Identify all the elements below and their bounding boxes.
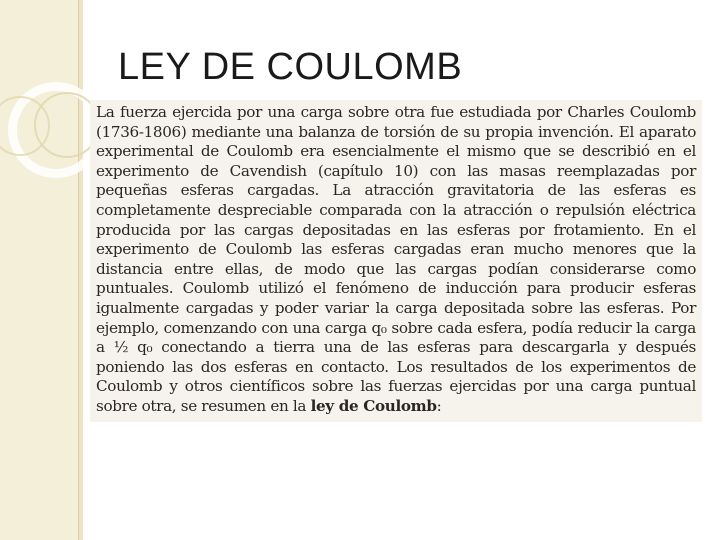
- decorative-side-band: [0, 0, 79, 540]
- law-term: ley de Coulomb: [310, 396, 437, 415]
- body-paragraph: [96, 103, 696, 417]
- scanned-text-block: [90, 100, 702, 422]
- paragraph-main-text: La fuerza ejercida por una carga sobre otra fue estudiada por Charles Coulomb (1736-1806) mediante una balanza de torsión de su propia invención. El aparato experimental de Coulomb era esencialmente el mismo que se describió en el experimento de Cavendish (capítulo 10) con las masas reemplazadas por pequeñas esferas cargadas. La atracción gravitatoria de las esferas es completamente despreciable comparada con la atracción o repulsión eléctrica producida por las cargas depositadas en las esferas por frotamiento. En el experimento de Coulomb las esferas cargadas eran mucho menores que la distancia entre ellas, de modo que las cargas podían considerarse como puntuales. Coulomb utilizó el fenómeno de inducción para producir esferas igualmente cargadas y poder variar la carga depositada sobre las esferas. Por ejemplo, comenzando con una carga q₀ sobre cada esfera, podía reducir la carga a ½ q₀ conectando a tierra una de las esferas para descargarla y después poniendo las dos esferas en contacto. Los resultados de los experimentos de Coulomb y otros científicos sobre las fuerzas ejercidas por una carga puntual sobre otra, se resumen en la: [96, 103, 696, 415]
- slide-title: LEY DE COULOMB: [118, 46, 463, 88]
- paragraph-end: :: [436, 396, 442, 415]
